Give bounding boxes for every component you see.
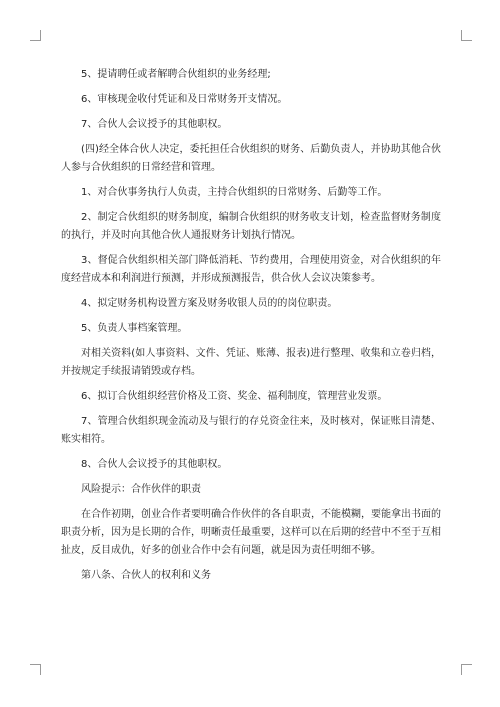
paragraph-5: 1、对合伙事务执行人负责，主持合伙组织的日常财务、后勤等工作。 [81,187,388,198]
paragraph-11: 6、拟订合伙组织经营价格及工资、奖金、福利制度，管理营业发票。 [81,391,388,402]
document-body [61,66,441,592]
paragraph-15: 在合作初期，创业合作者要明确合作伙伴的各自职责，不能模糊，要能拿出书面的职责分析，因为是长期的合作，明晰责任最重要，这样可以在后期的经营中不至于互相扯皮，反目成仇，好多的创业合作中会有问题，就是因为责任明细不够。 [61,509,441,556]
paragraph-1: 5、提请聘任或者解聘合伙组织的业务经理; [81,69,271,80]
paragraph-8: 4、拟定财务机构设置方案及财务收银人员的的岗位职责。 [81,298,338,309]
risk-heading: 风险提示：合作伙伴的职责 [81,484,201,495]
paragraph-4: (四)经全体合伙人决定，委托担任合伙组织的财务、后勤负责人，并协助其他合伙人参与合伙组织的日常经营和管理。 [61,144,441,173]
crop-mark-top-left [30,30,41,41]
crop-mark-bottom-right [461,664,472,675]
paragraph-2: 6、审核现金收付凭证和及日常财务开支情况。 [81,94,288,105]
crop-mark-top-right [461,30,472,41]
paragraph-3: 7、合伙人会议授予的其他职权。 [81,119,228,130]
paragraph-12: 7、管理合伙组织现金流动及与银行的存兑资金往来，及时核对，保证账目清楚、账实相符。 [61,416,441,445]
section-heading-article-8: 第八条、合伙人的权利和义务 [81,570,211,581]
paragraph-6: 2、制定合伙组织的财务制度，编制合伙组织的财务收支计划，检查监督财务制度的执行，并及时向其他合伙人通报财务计划执行情况。 [61,212,441,241]
paragraph-10: 对相关资料(如人事资料、文件、凭证、账薄、报表)进行整理、收集和立卷归档，并按规定手续报请销毁或存档。 [61,348,441,377]
paragraph-13: 8、合伙人会议授予的其他职权。 [81,459,228,470]
paragraph-7: 3、督促合伙组织相关部门降低消耗、节约费用，合理使用资金，对合伙组织的年度经营成本和利润进行预测，并形成预测报告，供合伙人会议决策参考。 [61,255,441,284]
crop-mark-bottom-left [30,664,41,675]
paragraph-9: 5、负责人事档案管理。 [81,323,188,334]
